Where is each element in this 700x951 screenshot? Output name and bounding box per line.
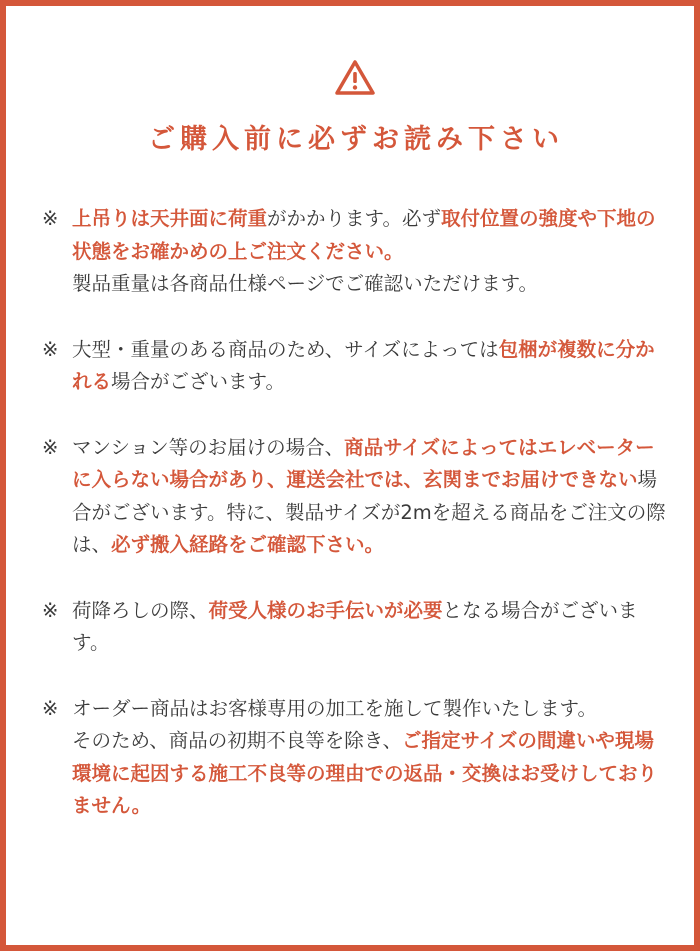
note-item — [42, 334, 672, 399]
note-mark: ※ — [42, 337, 59, 361]
notice-title: ご購入前に必ずお読み下さい — [148, 124, 564, 155]
note-text: となる場合がございます。 — [72, 598, 638, 654]
note-text: オーダー商品はお客様専用の加工を施して製作いたします。 — [72, 696, 597, 720]
note-highlight: 商品サイズによってはエレベーターに入らない場合があり、運送会社では、玄関までお届けできない — [72, 435, 655, 491]
note-mark: ※ — [42, 435, 59, 459]
note-text: がかかります。必ず — [267, 207, 441, 230]
note-mark: ※ — [42, 207, 59, 230]
note-highlight: 取付位置の強度や下地の状態をお確かめの上ご注文ください。 — [72, 207, 656, 263]
note-item — [42, 595, 672, 660]
note-text: そのため、商品の初期不良等を除き、 — [72, 729, 402, 752]
note-highlight: 上吊りは天井面に荷重 — [72, 207, 268, 230]
note-mark: ※ — [42, 696, 59, 720]
note-mark: ※ — [42, 598, 59, 622]
note-text: 製品重量は各商品仕様ページでご確認いただけます。 — [72, 272, 539, 295]
note-item — [42, 203, 672, 301]
note-item — [42, 693, 672, 823]
note-text: 場合がございます。特に、製品サイズが2mを超える商品をご注文の際は、 — [72, 468, 666, 556]
note-highlight: 包梱が複数に分かれる — [72, 337, 655, 393]
notes-list — [42, 203, 672, 856]
note-text: マンション等のお届けの場合、 — [72, 435, 345, 459]
note-highlight: 荷受人様のお手伝いが必要 — [208, 598, 443, 622]
note-highlight: ご指定サイズの間違いや現場環境に起因する施工不良等の理由での返品・交換はお受けしておりません。 — [72, 729, 658, 817]
note-highlight: 必ず搬入経路をご確認下さい。 — [111, 533, 385, 556]
warning-triangle-icon — [334, 59, 376, 96]
note-text: 荷降ろしの際、 — [72, 598, 209, 622]
note-item — [42, 432, 672, 562]
note-text: 場合がございます。 — [111, 370, 285, 393]
note-text: 大型・重量のある商品のため、サイズによっては — [72, 337, 499, 361]
